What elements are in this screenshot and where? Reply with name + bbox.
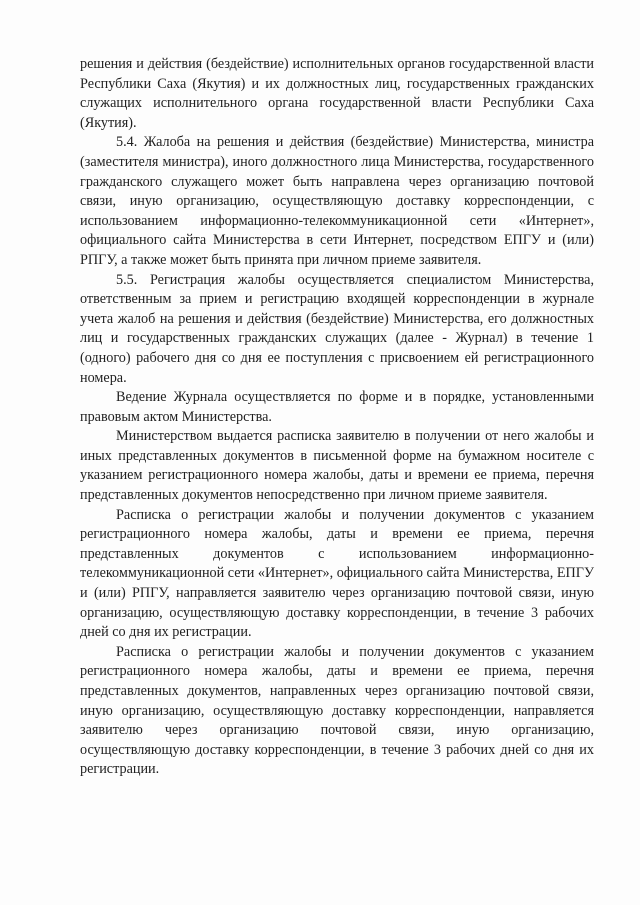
paragraph-5-4-complaint-submission: 5.4. Жалоба на решения и действия (бездействие) Министерства, министра (заместителя министра), иного должностного лица Министерства, государственного гражданского служащего может быть направлена через организацию почтовой связи, иную организацию, осуществляющую доставку корреспонденции, с использованием информационно-телекоммуникационной сети «Интернет», официального сайта Министерства в сети Интернет, посредством ЕПГУ и (или) РПГУ, а также может быть принята при личном приеме заявителя. [80, 134, 594, 268]
paragraph-receipt-postal: Расписка о регистрации жалобы и получении документов с указанием регистрационного номера жалобы, даты и времени ее приема, перечня представленных документов, направленных через организацию почтовой связи, иную организацию, осуществляющую доставку корреспонденции, направляется заявителю через организацию почтовой связи, иную организацию, осуществляющую доставку корреспонденции, в течение 3 рабочих дней со дня их регистрации. [80, 643, 594, 778]
paragraph-journal-keeping: Ведение Журнала осуществляется по форме и в порядке, установленными правовым актом Министерства. [80, 389, 594, 425]
paragraph-5-5-complaint-registration: 5.5. Регистрация жалобы осуществляется специалистом Министерства, ответственным за прием и регистрацию входящей корреспонденции в журнале учета жалоб на решения и действия (бездействие) Министерства, его должностных лиц и государственных гражданских служащих (далее - Журнал) в течение 1 (одного) рабочего дня со дня ее поступления с присвоением ей регистрационного номера. [80, 271, 594, 386]
paragraph-continuation: решения и действия (бездействие) исполнительных органов государственной власти Республики Саха (Якутия) и их должностных лиц, государственных гражданских служащих исполнительного органа государственной власти Республики Саха (Якутия). [80, 56, 594, 131]
paragraph-receipt-internet: Расписка о регистрации жалобы и получении документов с указанием регистрационного номера жалобы, даты и времени ее приема, перечня представленных документов с использованием информационно-телекоммуникационной сети «Интернет», официального сайта Министерства, ЕПГУ и (или) РПГУ, направляется заявителю через организацию почтовой связи, иную организацию, осуществляющую доставку корреспонденции, в течение 3 рабочих дней со дня их регистрации. [80, 506, 594, 641]
paragraph-receipt-in-person: Министерством выдается расписка заявителю в получении от него жалобы и иных представленных документов в письменной форме на бумажном носителе с указанием регистрационного номера жалобы, даты и времени ее приема, перечня представленных документов непосредственно при личном приеме заявителя. [80, 428, 594, 504]
